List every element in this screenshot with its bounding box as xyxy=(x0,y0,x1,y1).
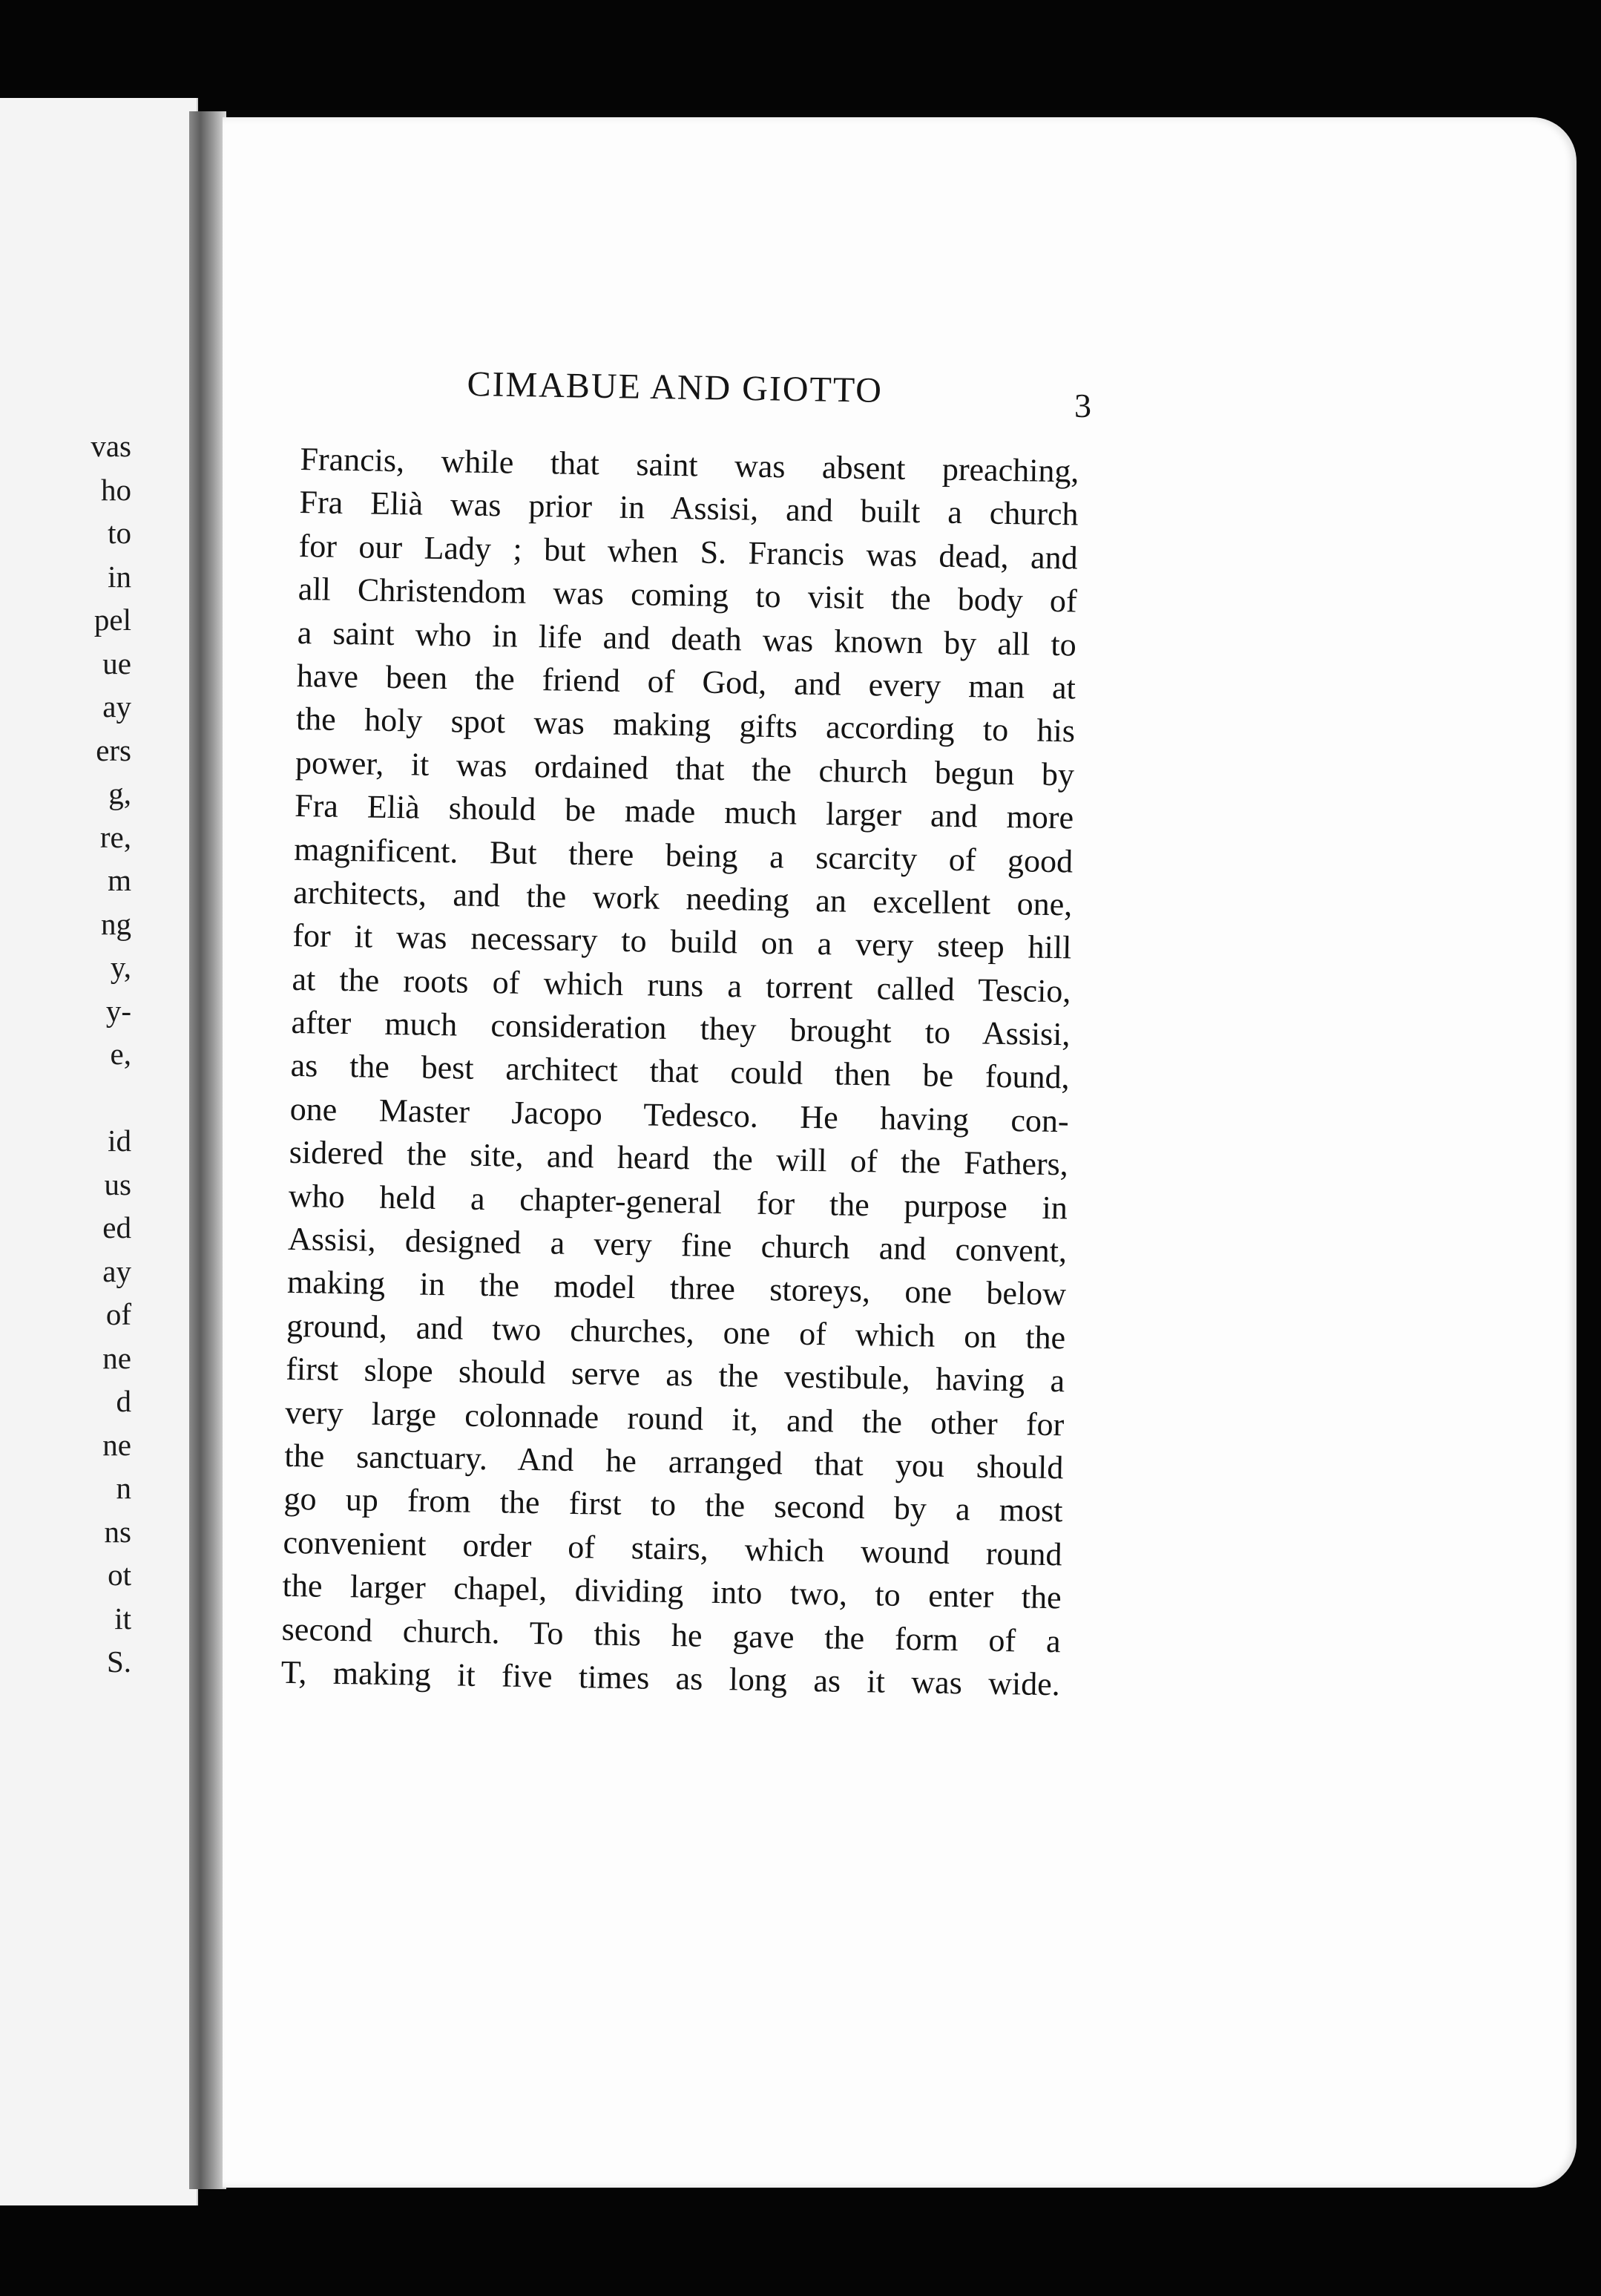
text-line: the holy spot was making gifts according to his xyxy=(295,701,1076,750)
left-fragment: ot xyxy=(108,1558,131,1592)
left-fragment: id xyxy=(108,1124,131,1158)
text-line: a saint who in life and death was known by all to xyxy=(297,614,1077,663)
left-page-text-fragments xyxy=(91,424,131,1684)
text-line: ground, and two churches, one of which on the xyxy=(286,1307,1066,1357)
left-fragment: ne xyxy=(102,1427,131,1462)
left-fragment: vas xyxy=(91,429,131,463)
text-line: making in the model three storeys, one below xyxy=(286,1264,1067,1313)
text-line: architects, and the work needing an excellent one, xyxy=(292,873,1073,923)
text-line: for it was necessary to build on a very steep hill xyxy=(292,917,1072,966)
binding-gutter xyxy=(189,111,226,2189)
text-line: the sanctuary. And he arranged that you should xyxy=(284,1437,1064,1486)
text-line: at the roots of which runs a torrent called Tescio, xyxy=(292,960,1071,1010)
left-fragment: ay xyxy=(102,689,131,724)
text-line: power, it was ordained that the church begun by xyxy=(295,744,1075,793)
text-line: have been the friend of God, and every man at xyxy=(296,657,1076,706)
text-line: one Master Jacopo Tedesco. He having con- xyxy=(289,1090,1070,1140)
left-fragment: pel xyxy=(93,603,131,637)
left-fragment: in xyxy=(108,559,131,594)
text-line: Francis, while that saint was absent preaching, xyxy=(300,440,1079,490)
left-fragment: ers xyxy=(96,732,131,767)
text-line: sidered the site, and heard the will of the Fathers, xyxy=(289,1134,1069,1183)
left-fragment: S. xyxy=(106,1644,131,1679)
left-fragment: ay xyxy=(102,1253,131,1288)
text-line: who held a chapter-general for the purpose in xyxy=(288,1177,1068,1227)
left-fragment: us xyxy=(104,1167,131,1201)
text-line: after much consideration they brought to Assisi, xyxy=(291,1003,1071,1053)
left-facing-page xyxy=(0,98,198,2205)
left-fragment: d xyxy=(116,1384,131,1418)
left-fragment: ns xyxy=(104,1514,131,1549)
left-fragment: re, xyxy=(99,819,131,854)
text-line: go up from the first to the second by a most xyxy=(283,1480,1063,1529)
text-line: convenient order of stairs, which wound round xyxy=(283,1523,1062,1573)
left-fragment: it xyxy=(114,1601,131,1636)
text-line: very large colonnade round it, and the other for xyxy=(284,1394,1065,1443)
left-fragment: ed xyxy=(102,1210,131,1244)
left-fragment: g, xyxy=(108,776,131,810)
left-fragment: m xyxy=(108,863,131,897)
text-line: Fra Elià was prior in Assisi, and built a church xyxy=(299,484,1079,533)
page-number: 3 xyxy=(1074,387,1091,424)
text-line: for our Lady ; but when S. Francis was dead, and xyxy=(298,527,1078,577)
text-line: Fra Elià should be made much larger and more xyxy=(294,787,1074,836)
text-line: T, making it five times as long as it was wide. xyxy=(280,1653,1061,1703)
left-fragment: to xyxy=(108,516,131,550)
left-fragment xyxy=(91,1076,131,1120)
text-line: as the best architect that could then be found, xyxy=(290,1047,1070,1096)
left-fragment: y, xyxy=(110,950,131,984)
left-fragment: ng xyxy=(101,906,131,941)
text-line: all Christendom was coming to visit the body of xyxy=(297,571,1078,620)
running-head: CIMABUE AND GIOTTO xyxy=(467,364,884,410)
body-text xyxy=(280,438,1079,1707)
text-line: the larger chapel, dividing into two, to enter the xyxy=(282,1567,1062,1616)
text-line: Assisi, designed a very fine church and convent, xyxy=(287,1220,1068,1270)
text-line: magnificent. But there being a scarcity of good xyxy=(293,830,1074,879)
left-fragment: n xyxy=(116,1471,131,1505)
left-fragment: of xyxy=(105,1297,131,1331)
text-line: first slope should serve as the vestibule, having a xyxy=(285,1351,1065,1400)
left-fragment: ho xyxy=(101,472,131,507)
left-fragment: ne xyxy=(102,1340,131,1375)
left-fragment: e, xyxy=(110,1037,131,1071)
left-fragment: y- xyxy=(105,993,131,1028)
text-line: second church. To this he gave the form of a xyxy=(281,1610,1062,1659)
left-fragment: ue xyxy=(102,646,131,680)
